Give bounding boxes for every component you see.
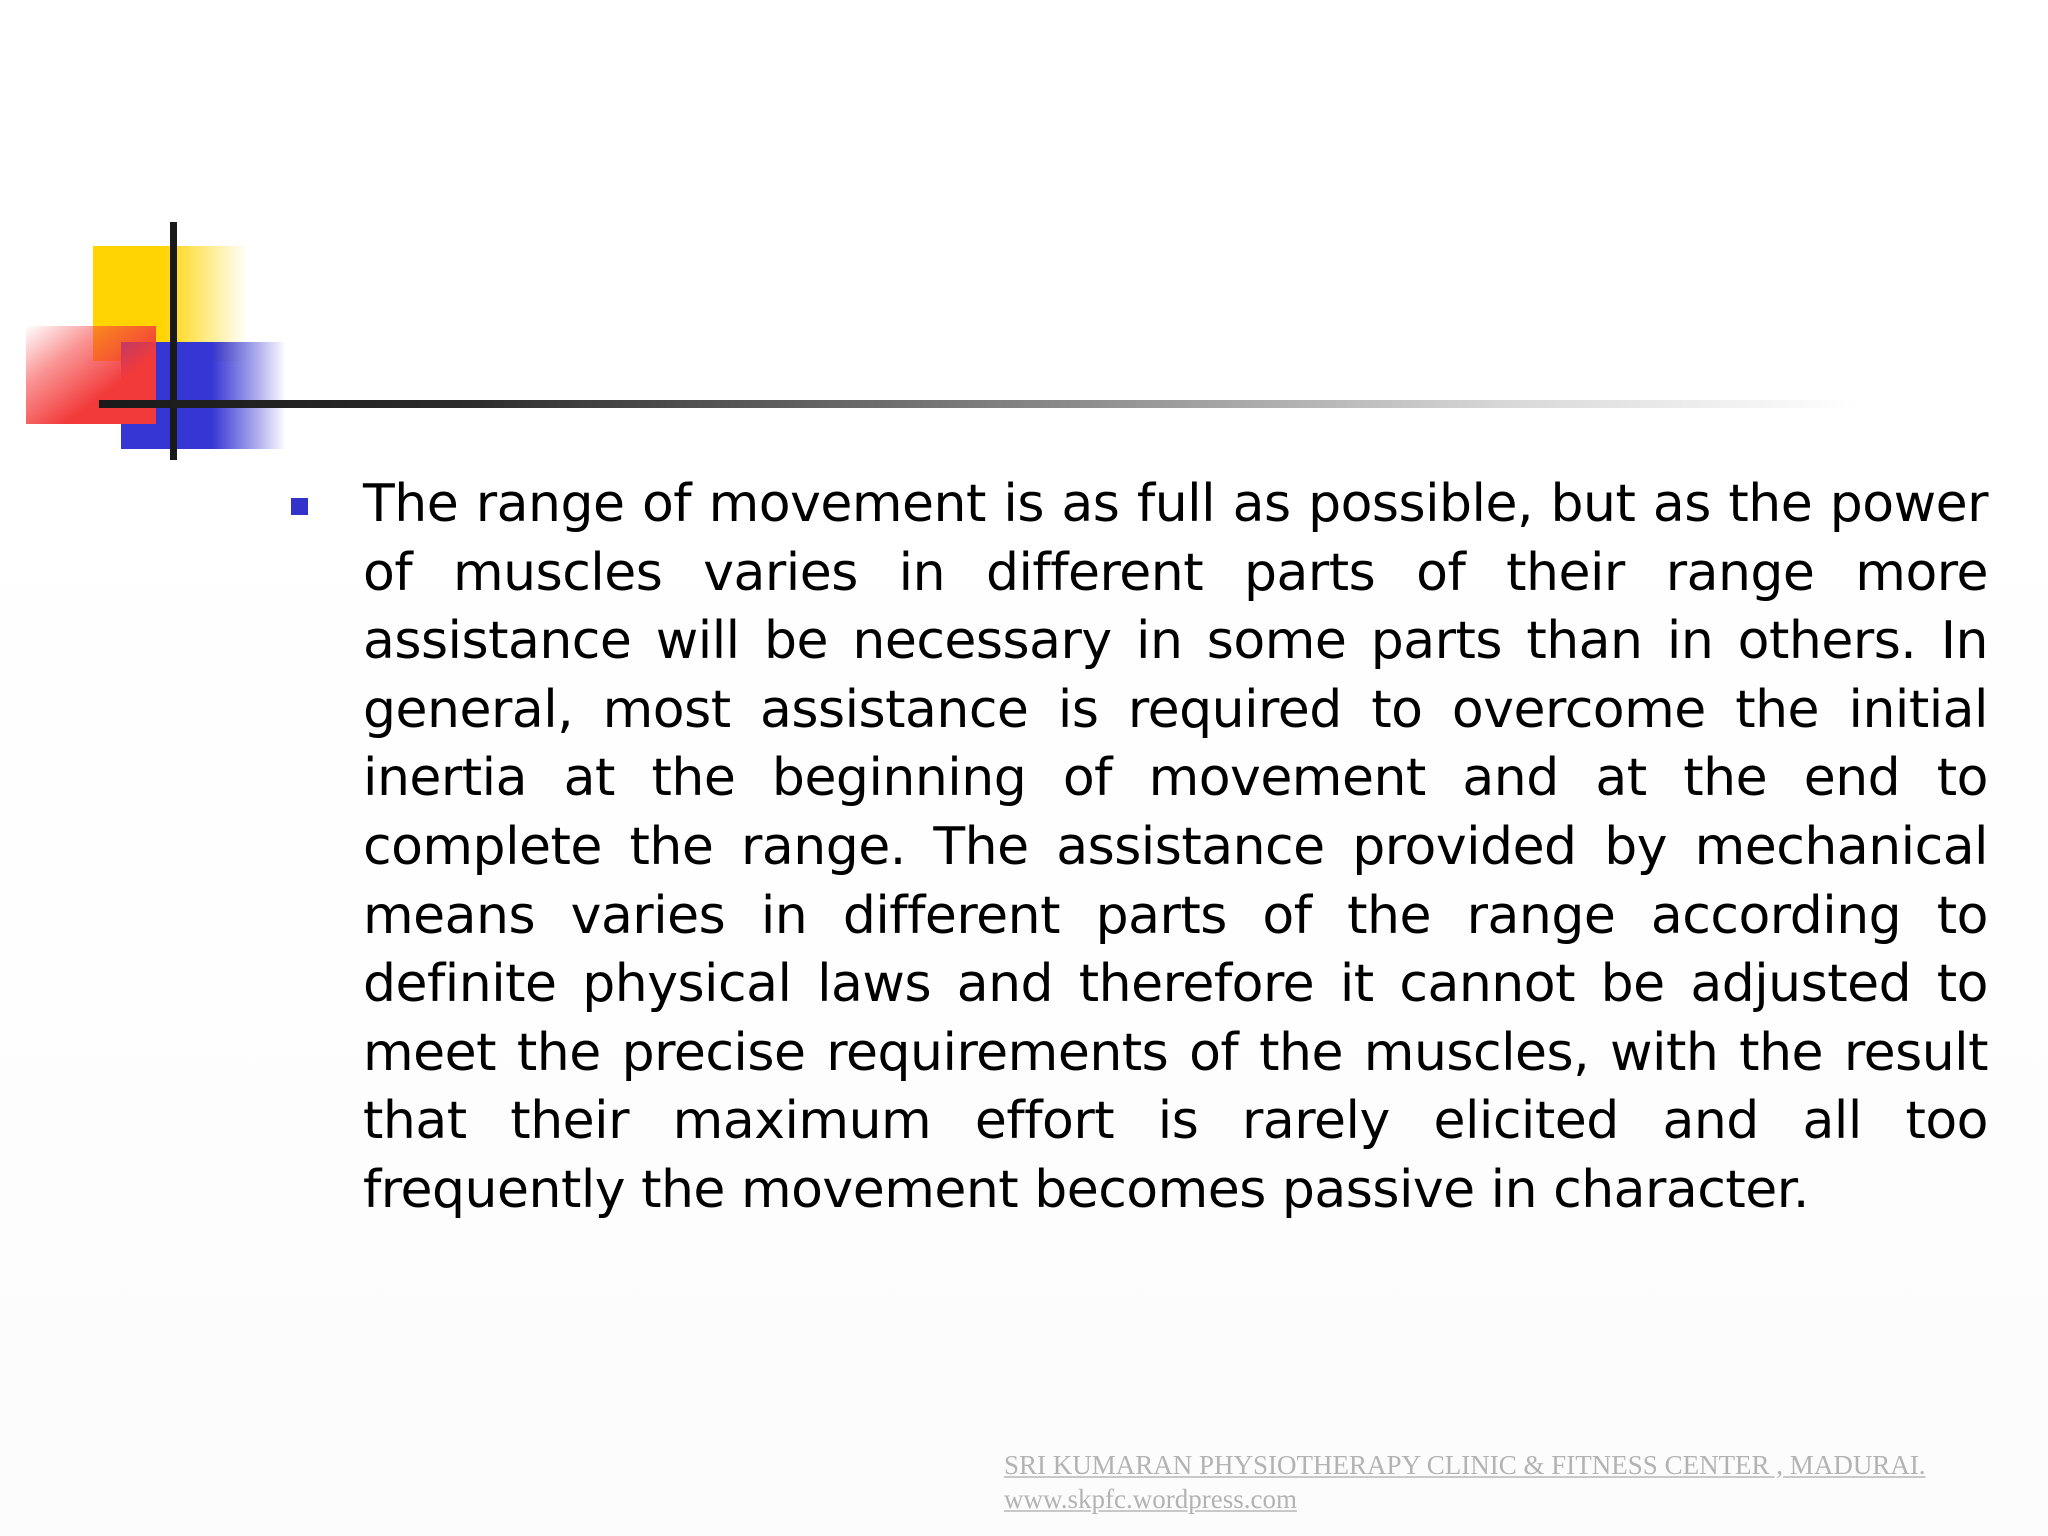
bullet-paragraph: The range of movement is as full as possible, but as the power of muscles varies in different parts of their range more assistance will be necessary in some parts than in others. In general, most assistance is required to overcome the initial inertia at the beginning of movement and at the end to complete the range. The assistance provided by mechanical means varies in different parts of the range according to definite physical laws and therefore it cannot be adjusted to meet the precise requirements of the muscles, with the result that their maximum effort is rarely elicited and all too frequently the movement becomes passive in character. [363,474,1988,1220]
title-divider-line [99,400,1859,408]
footer-website-link[interactable]: www.skpfc.wordpress.com [1004,1484,1297,1514]
decorative-red-block [26,326,156,424]
bullet-square-icon [291,498,308,515]
footer [1004,1448,1926,1516]
decorative-vertical-line [170,222,177,460]
footer-clinic-name[interactable]: SRI KUMARAN PHYSIOTHERAPY CLINIC & FITNESS CENTER , MADURAI. [1004,1450,1926,1480]
